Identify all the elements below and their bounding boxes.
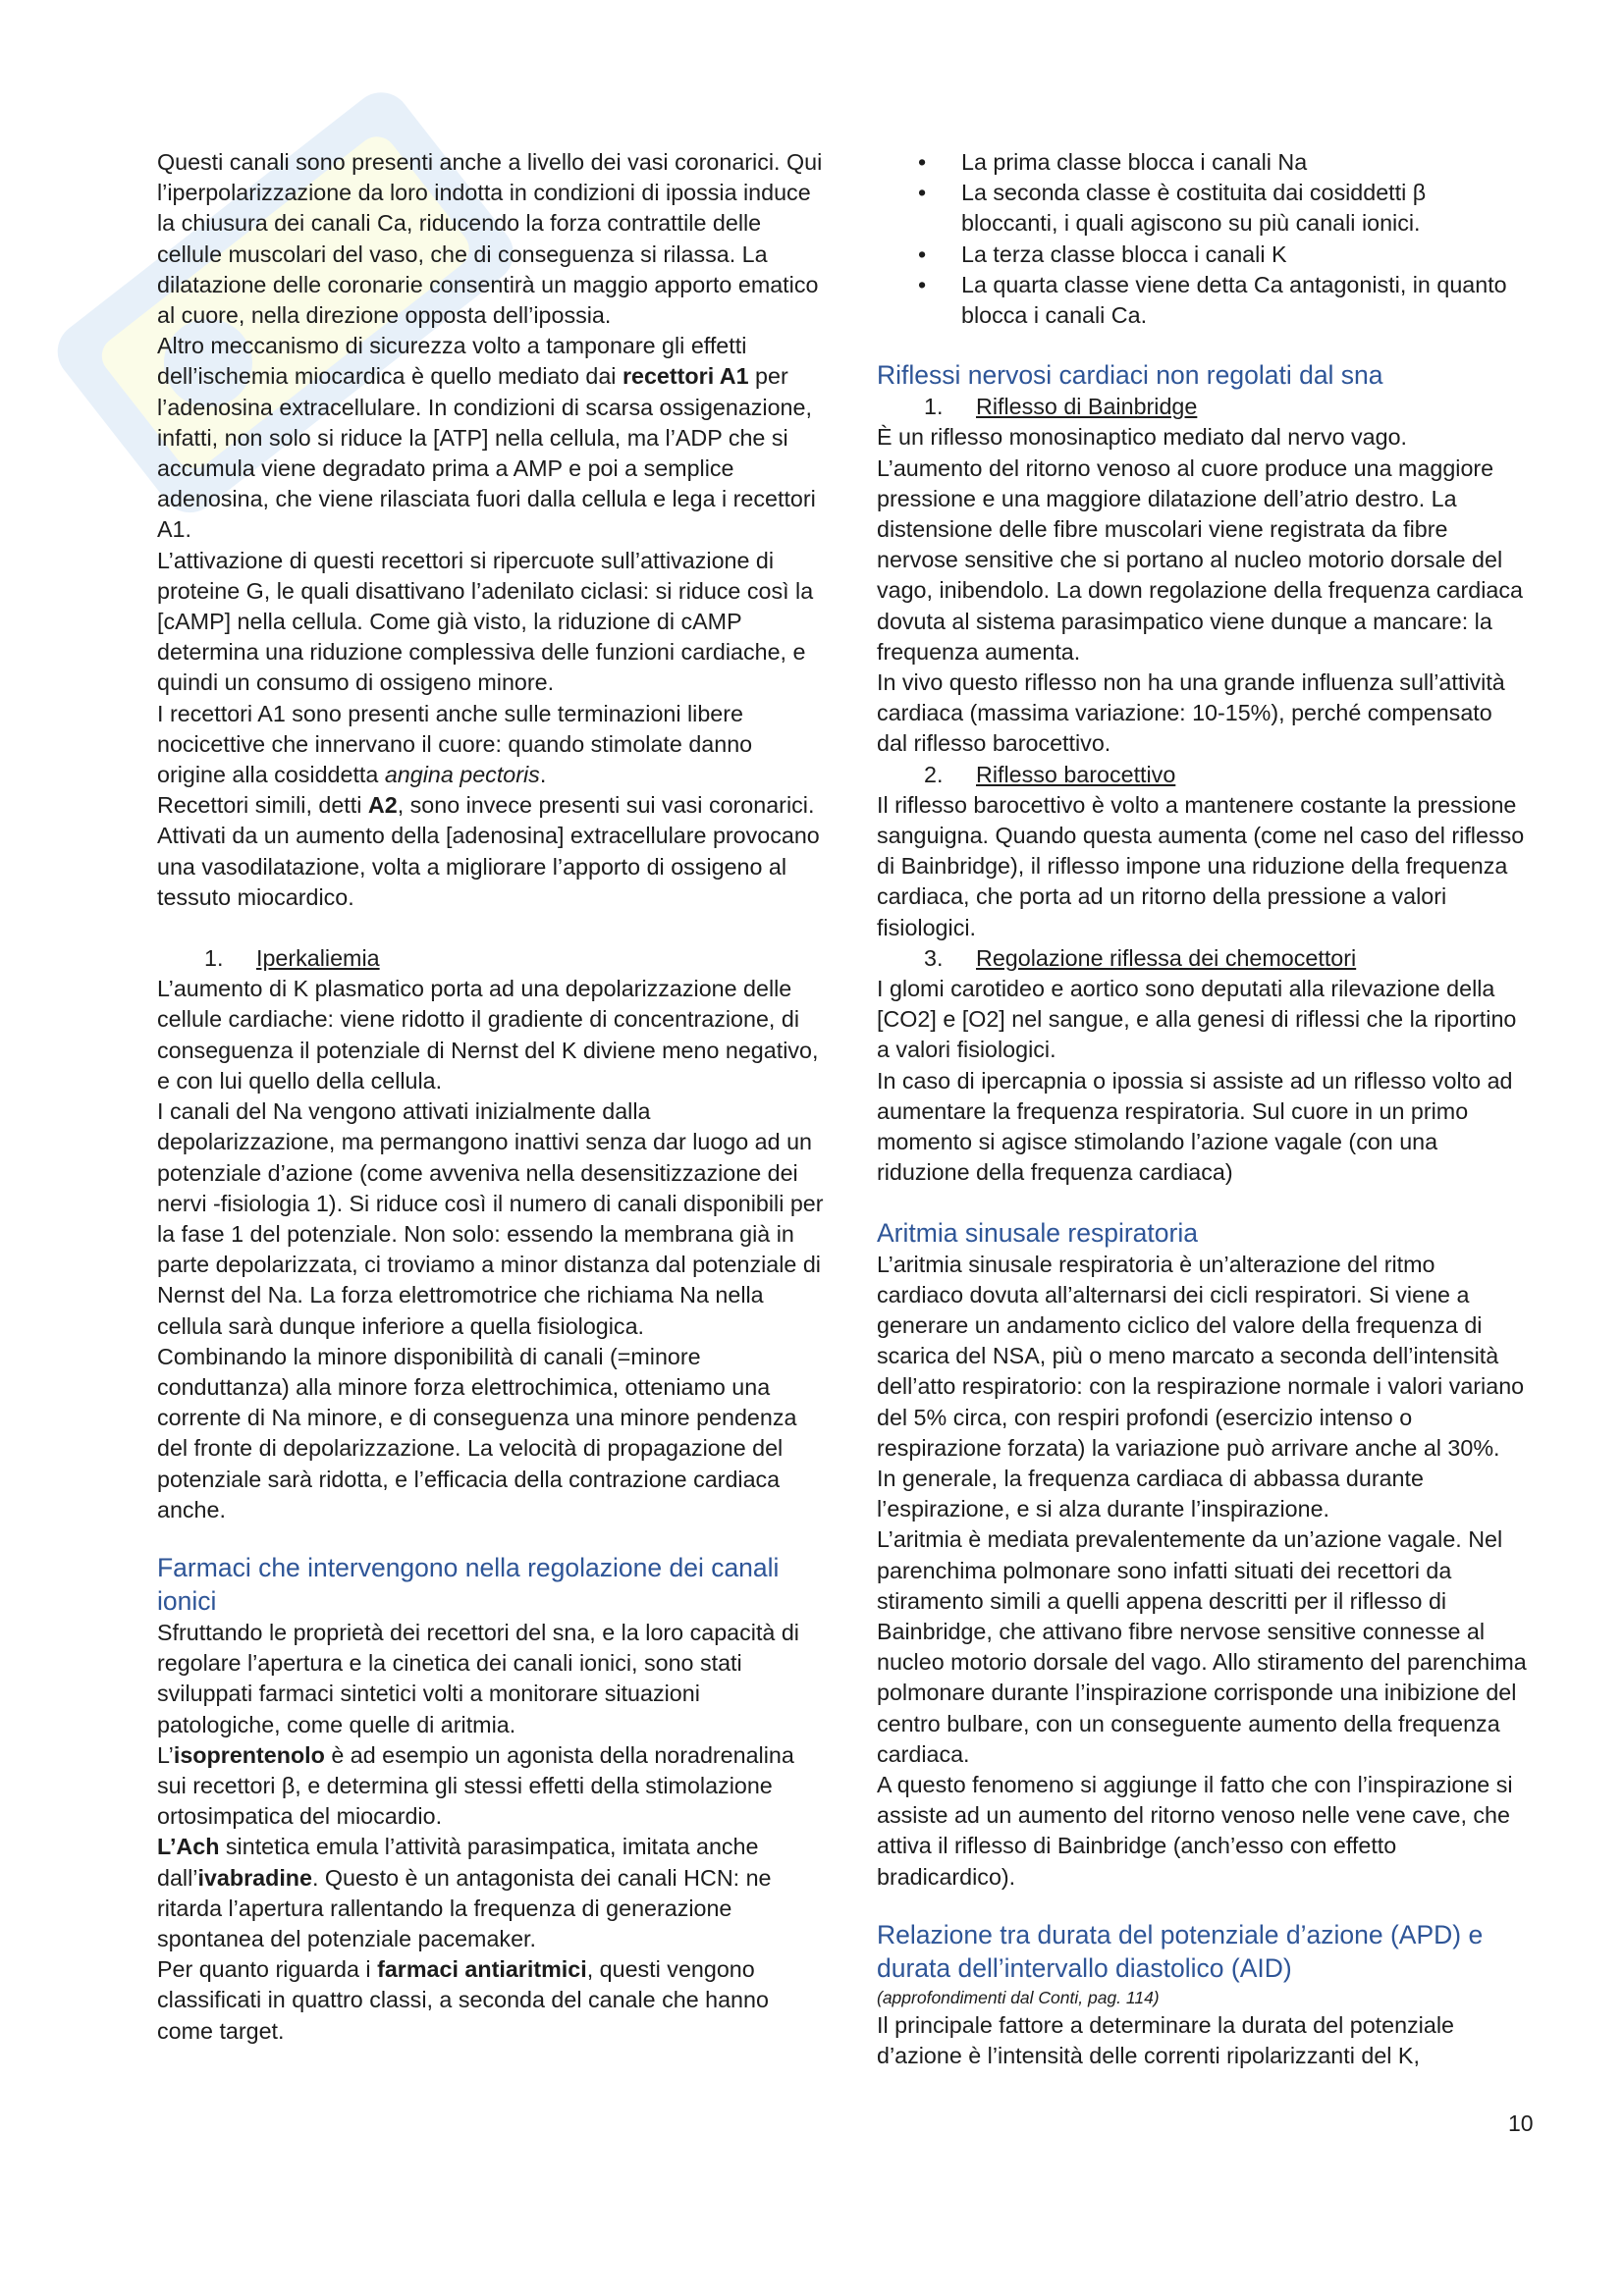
paragraph: Questi canali sono presenti anche a livello dei vasi coronarici. Qui l’iperpolarizzazione da loro indotta in condizioni di ipossia induce la chiusura dei canali Ca, riducendo la forza contrattile delle cellule muscolari del vaso, che di conseguenza si rilassa. La dilatazione delle coronarie consentirà un maggio apporto ematico al cuore, nella direzione opposta dell’ipossia. <box>157 149 823 329</box>
section-heading: Riflessi nervosi cardiaci non regolati dal sna <box>877 360 1383 391</box>
paragraph: I glomi carotideo e aortico sono deputati alla rilevazione della [CO2] e [O2] nel sangue, e alla genesi di riflessi che la riportino a valori fisiologici. <box>877 976 1517 1063</box>
list-item: • La terza classe blocca i canali K <box>918 240 1287 267</box>
paragraph: Il principale fattore a determinare la durata del potenziale d’azione è l’intensità delle correnti ripolarizzanti del K, <box>877 2011 1454 2068</box>
paragraph: Altro meccanismo di sicurezza volto a tamponare gli effetti dell’ischemia miocardica è quello mediato dai recettori A1 per l’adenosina extracellulare. In condizioni di scarsa ossigenazione, infatti, non solo si riduce la [ATP] nella cellula, ma l’ADP che si accumula viene degradato prima a AMP e poi a semplice adenosina, che viene rilasciata fuori dalla cellula e lega i recettori A1. <box>157 333 816 543</box>
paragraph: In caso di ipercapnia o ipossia si assiste ad un riflesso volto ad aumentare la frequenza respiratoria. Sul cuore in un primo momento si agisce stimolando l’azione vagale (con una riduzione della frequenza cardiaca) <box>877 1067 1513 1186</box>
paragraph: L’aritmia sinusale respiratoria è un’alterazione del ritmo cardiaco dovuta all’alternarsi dei cicli respiratori. Si viene a generare un andamento ciclico del valore della frequenza di scarica del NSA, più o meno marcato a seconda dell’intensità dell’atto respiratorio: con la respirazione normale i valori variano del 5% circa, con respiri profondi (esercizio intenso o respirazione forzata) la variazione può arrivare anche al 30%. <box>877 1251 1525 1461</box>
paragraph: L’isoprentenolo è ad esempio un agonista della noradrenalina sui recettori β, e determina gli stessi effetti della stimolazione ortosimpatica del miocardio. <box>157 1741 794 1830</box>
paragraph: Combinando la minore disponibilità di canali (=minore conduttanza) alla minore forza elettrochimica, otteniamo una corrente di Na minore, e di conseguenza una minore pendenza del fronte di depolarizzazione. La velocità di propagazione del potenziale sarà ridotta, e l’efficacia della contrazione cardiaca anche. <box>157 1343 797 1522</box>
paragraph: A questo fenomeno si aggiunge il fatto che con l’inspirazione si assiste ad un aumento del ritorno venoso nelle vene cave, che attiva il riflesso di Bainbridge (anch’esso con effetto bradicardico). <box>877 1771 1513 1890</box>
paragraph: L’aumento del ritorno venoso al cuore produce una maggiore pressione e una maggiore dilatazione dell’atrio destro. La distensione delle fibre muscolari viene registrata da fibre nervose sensitive che si portano al nucleo motorio dorsale del vago, inibendolo. La down regolazione della frequenza cardiaca dovuta al sistema parasimpatico viene dunque a mancare: la frequenza aumenta. <box>877 454 1523 665</box>
paragraph: L’attivazione di questi recettori si ripercuote sull’attivazione di proteine G, le quali disattivano l’adenilato ciclasi: si riduce così la [cAMP] nella cellula. Come già visto, la riduzione di cAMP determina una riduzione complessiva delle funzioni cardiache, e quindi un consumo di ossigeno minore. <box>157 547 814 696</box>
citation: (approfondimenti dal Conti, pag. 114) <box>877 1987 1160 2007</box>
paragraph: Per quanto riguarda i farmaci antiaritmici, questi vengono classificati in quattro classi, a seconda del canale che hanno come target. <box>157 1956 769 2044</box>
paragraph: In vivo questo riflesso non ha una grande influenza sull’attività cardiaca (massima variazione: 10-15%), perché compensato dal riflesso barocettivo. <box>877 669 1505 757</box>
numbered-subheading: 1. Iperkaliemia <box>204 945 380 972</box>
left-column <box>157 147 825 2047</box>
paragraph: L’aumento di K plasmatico porta ad una depolarizzazione delle cellule cardiache: viene ridotto il gradiente di concentrazione, di conseguenza il potenziale di Nernst del K diviene meno negativo, e con lui quello della cellula. <box>157 976 819 1094</box>
paragraph: Recettori simili, detti A2, sono invece presenti sui vasi coronarici. Attivati da un aumento della [adenosina] extracellulare provocano una vasodilatazione, volta a migliorare l’apporto di ossigeno al tessuto miocardico. <box>157 792 820 910</box>
bold-term: A2 <box>367 792 398 819</box>
bold-term: ivabradine <box>197 1864 312 1891</box>
list-item: • La quarta classe viene detta Ca antagonisti, in quanto blocca i canali Ca. <box>918 271 1507 329</box>
paragraph: L’aritmia è mediata prevalentemente da un’azione vagale. Nel parenchima polmonare sono infatti situati dei recettori da stiramento simili a quelli appena descritti per il riflesso di Bainbridge, che attivano fibre nervose sensitive connesse al nucleo motorio dorsale del vago. Allo stiramento del parenchima polmonare durante l’inspirazione corrisponde una inibizione del centro bulbare, con un conseguente aumento della frequenza cardiaca. <box>877 1526 1527 1767</box>
paragraph: Il riflesso barocettivo è volto a mantenere costante la pressione sanguigna. Quando questa aumenta (come nel caso del riflesso di Bainbridge), il riflesso impone una riduzione della frequenza cardiaca, che porta ad un ritorno della pressione a valori fisiologici. <box>877 791 1525 940</box>
paragraph: I canali del Na vengono attivati inizialmente dalla depolarizzazione, ma permangono inattivi senza dar luogo ad un potenziale d’azione (come avveniva nella desensitizzazione dei nervi -fisiologia 1). Si riduce così il numero di canali disponibili per la fase 1 del potenziale. Non solo: essendo la membrana già in parte depolarizzata, ci troviamo a minor distanza dal potenziale di Nernst del Na. La forza elettromotrice che richiama Na nella cellula sarà dunque inferiore a quella fisiologica. <box>157 1098 824 1339</box>
section-heading: Aritmia sinusale respiratoria <box>877 1217 1198 1248</box>
numbered-subheading: 2. Riflesso barocettivo <box>924 761 1176 787</box>
paragraph: È un riflesso monosinaptico mediato dal nervo vago. <box>877 424 1408 451</box>
italic-term: angina pectoris <box>384 762 540 788</box>
bold-term: isoprentenolo <box>173 1741 325 1768</box>
page-number: 10 <box>1508 2110 1534 2136</box>
numbered-subheading: 1. Riflesso di Bainbridge <box>924 394 1198 420</box>
section-heading: Farmaci che intervengono nella regolazione dei canali ionici <box>157 1552 780 1616</box>
numbered-subheading: 3. Regolazione riflessa dei chemocettori <box>924 944 1357 971</box>
paragraph: I recettori A1 sono presenti anche sulle terminazioni libere nocicettive che innervano il cuore: quando stimolate danno origine alla cosiddetta angina pectoris. <box>157 700 753 788</box>
bold-term: farmaci antiaritmici <box>377 1956 587 1983</box>
right-column <box>877 147 1527 2071</box>
bold-term: recettori A1 <box>622 363 749 390</box>
bold-term: L’Ach <box>157 1834 220 1860</box>
bullet-list <box>877 147 1527 331</box>
list-item: • La seconda classe è costituita dai cosiddetti β bloccanti, i quali agiscono su più canali ionici. <box>918 180 1427 237</box>
paragraph: L’Ach sintetica emula l’attività parasimpatica, imitata anche dall’ivabradine. Questo è un antagonista dei canali HCN: ne ritarda l’apertura rallentando la frequenza di generazione spontanea del potenziale pacemaker. <box>157 1834 772 1951</box>
paragraph: Sfruttando le proprietà dei recettori del sna, e la loro capacità di regolare l’apertura e la cinetica dei canali ionici, sono stati sviluppati farmaci sintetici volti a monitorare situazioni patologiche, come quelle di aritmia. <box>157 1619 799 1737</box>
paragraph: In generale, la frequenza cardiaca di abbassa durante l’espirazione, e si alza durante l’inspirazione. <box>877 1465 1424 1522</box>
list-item: • La prima classe blocca i canali Na <box>918 149 1308 175</box>
section-heading: Relazione tra durata del potenziale d’azione (APD) e durata dell’intervallo diastolico (AID) <box>877 1919 1484 1983</box>
